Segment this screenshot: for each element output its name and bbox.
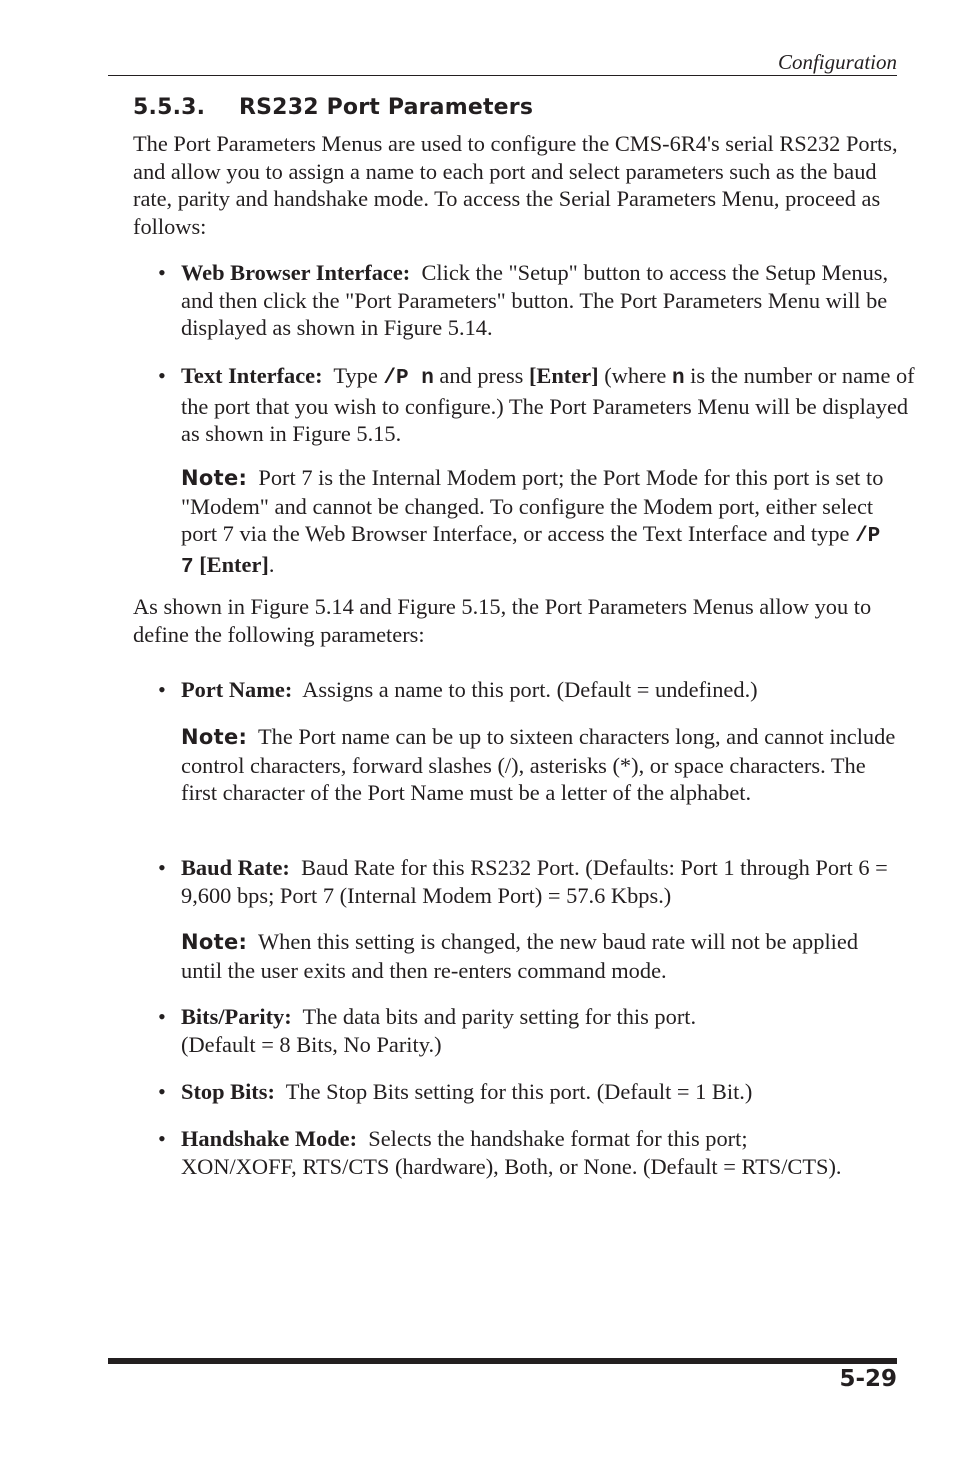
bullet-icon: •	[158, 1079, 166, 1104]
bullet-content	[181, 854, 918, 909]
note-modem-port	[181, 464, 901, 581]
bullet-label: Handshake Mode:	[181, 1126, 358, 1151]
enter-key: [Enter]	[199, 551, 269, 577]
header-rule	[108, 75, 897, 76]
note-label: Note:	[181, 930, 248, 954]
section-number: 5.5.3.	[133, 95, 206, 120]
bullet-text: The Stop Bits setting for this port. (Default = 1 Bit.)	[285, 1079, 753, 1104]
bullet-content	[181, 1125, 918, 1180]
page-number: 5-29	[839, 1366, 897, 1392]
note-port-name	[181, 723, 901, 807]
note-label: Note:	[181, 725, 248, 749]
bullet-text: XON/XOFF, RTS/CTS (hardware), Both, or None. (Default = RTS/CTS).	[181, 1153, 842, 1179]
parameters-intro: As shown in Figure 5.14 and Figure 5.15, the Port Parameters Menus allow you to define the following parameters:	[133, 594, 872, 647]
note-text: When this setting is changed, the new baud rate will not be applied until the user exits and then re-enters command mode.	[181, 929, 859, 983]
bullet-text: (Default = 8 Bits, No Parity.)	[181, 1031, 442, 1057]
note-baud-rate	[181, 928, 901, 984]
bullet-icon: •	[158, 1126, 166, 1151]
bullet-content	[181, 259, 918, 342]
intro-paragraph: The Port Parameters Menus are used to configure the CMS-6R4's serial RS232 Ports, and allow you to assign a name to each port and select parameters such as the baud rate, parity and handshake mode. To access the Serial Parameters Menu, proceed as follows:	[133, 131, 898, 239]
bullet-label: Text Interface:	[181, 363, 323, 388]
section-heading	[133, 95, 533, 120]
bullet-content	[181, 1078, 918, 1106]
bullet-text: Type	[333, 363, 384, 388]
note-label: Note:	[181, 466, 248, 490]
footer-rule	[108, 1358, 897, 1364]
bullet-content	[181, 1003, 918, 1058]
bullet-content	[181, 362, 918, 448]
bullet-label: Baud Rate:	[181, 855, 290, 880]
bullet-label: Web Browser Interface:	[181, 260, 411, 285]
command-code: /P 7	[181, 525, 881, 579]
bullet-text: is the number or name of the port that you wish to configure.) The Port Parameters Menu will be displayed as shown in Figure 5.15.	[181, 363, 915, 446]
bullet-label: Bits/Parity:	[181, 1004, 292, 1029]
running-header: Configuration	[777, 50, 897, 74]
bullet-label: Stop Bits:	[181, 1079, 275, 1104]
command-code: /P n	[383, 367, 434, 390]
bullet-text: The data bits and parity setting for this port.	[302, 1004, 697, 1029]
bullet-text: (where	[598, 363, 672, 388]
bullet-icon: •	[158, 260, 166, 285]
bullet-text: and press	[433, 363, 529, 388]
variable-code: n	[671, 367, 685, 390]
bullet-content	[181, 676, 918, 704]
note-text: .	[268, 551, 275, 577]
bullet-text: Assigns a name to this port. (Default = undefined.)	[302, 677, 758, 702]
bullet-icon: •	[158, 677, 166, 702]
bullet-label: Port Name:	[181, 677, 293, 702]
section-title: RS232 Port Parameters	[239, 95, 534, 120]
note-text: Port 7 is the Internal Modem port; the Port Mode for this port is set to "Modem" and cannot be changed. To configure the Modem port, either select port 7 via the Web Browser Interface, or access the Text Interface and type	[181, 465, 884, 546]
bullet-icon: •	[158, 363, 166, 388]
bullet-text: Baud Rate for this RS232 Port. (Defaults: Port 1 through Port 6 = 9,600 bps; Port 7 (Internal Modem Port) = 57.6 Kbps.)	[181, 855, 888, 908]
enter-key: [Enter]	[528, 363, 599, 388]
bullet-text: Click the "Setup" button to access the Setup Menus, and then click the "Port Parameters" button. The Port Parameters Menu will be displayed as shown in Figure 5.14.	[181, 260, 889, 340]
note-text: The Port name can be up to sixteen characters long, and cannot include control characters, forward slashes (/), asterisks (*), or space characters. The first character of the Port Name must be a letter of the alphabet.	[181, 724, 896, 805]
bullet-icon: •	[158, 855, 166, 880]
bullet-text: Selects the handshake format for this port;	[368, 1126, 748, 1151]
bullet-icon: •	[158, 1004, 166, 1029]
